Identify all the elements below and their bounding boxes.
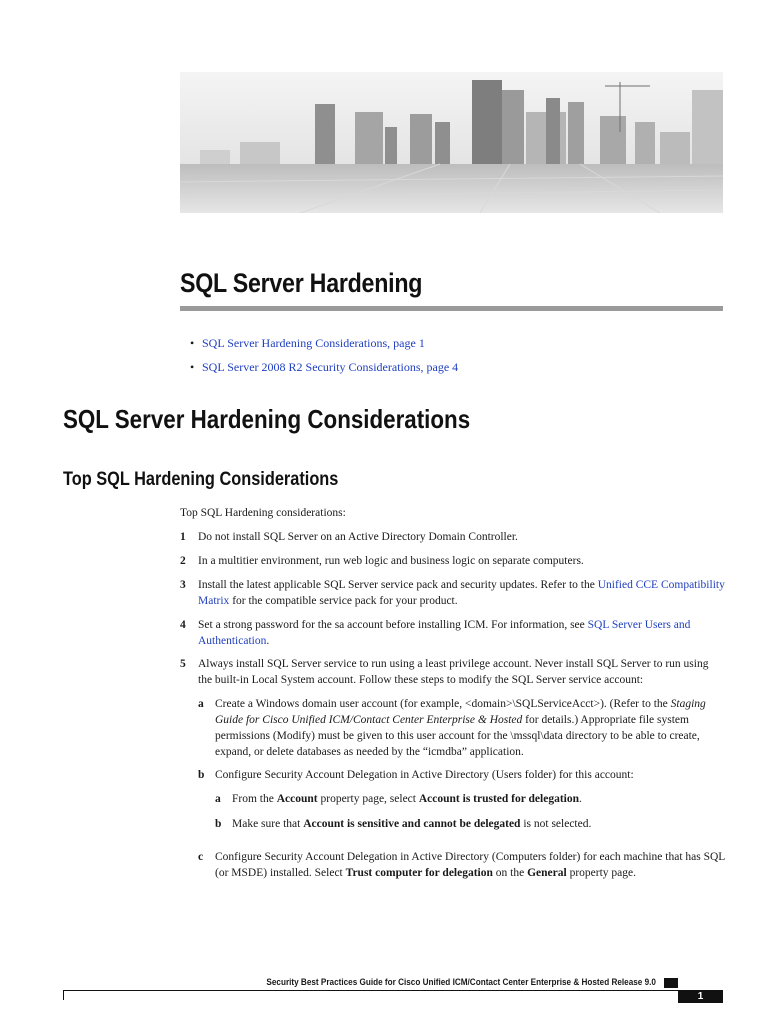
- substep-text: [215, 849, 725, 881]
- substep-text-part: From the: [232, 793, 277, 805]
- substep-text-part: property page.: [566, 867, 636, 879]
- step-text: [198, 577, 725, 609]
- bullet-icon: •: [190, 336, 195, 350]
- substep-text-part: property page, select: [317, 793, 419, 805]
- footer-guide-title: Security Best Practices Guide for Cisco Unified ICM/Contact Center Enterprise & Hosted Release 9.0: [266, 977, 656, 988]
- intro-text: Top SQL Hardening considerations:: [180, 507, 346, 519]
- substep-c: [198, 849, 725, 881]
- subsection-title: Top SQL Hardening Considerations: [63, 469, 339, 490]
- footer-marker: [664, 978, 678, 988]
- step-text-part: for the compatible service pack for your product.: [229, 595, 458, 607]
- substep-text-part: is not selected.: [520, 818, 592, 830]
- step-number: 3: [180, 579, 186, 591]
- substep-text: [215, 696, 725, 760]
- substep-letter: b: [198, 769, 205, 781]
- page-number: 1: [678, 990, 723, 1003]
- sql-users-auth-link[interactable]: SQL Server Users and Authentication: [198, 619, 691, 647]
- general-tab-label: General: [527, 867, 567, 879]
- trusted-delegation-option: Account is trusted for delegation: [418, 793, 579, 805]
- step-4: [180, 617, 725, 649]
- substep-letter: a: [215, 793, 221, 805]
- substep-b: [198, 767, 725, 783]
- substep-b-b: [215, 816, 725, 832]
- step-3: [180, 577, 725, 609]
- staging-guide-title: Staging Guide for Cisco Unified ICM/Contact Center Enterprise & Hosted: [215, 698, 706, 726]
- step-text-part: Install the latest applicable SQL Server service pack and security updates. Refer to the: [198, 579, 598, 591]
- substep-text-part: on the: [492, 867, 528, 879]
- toc-link-hardening[interactable]: SQL Server Hardening Considerations, page 1: [202, 336, 425, 350]
- toc-item: [190, 359, 458, 383]
- toc-link-2008r2[interactable]: SQL Server 2008 R2 Security Considerations, page 4: [202, 360, 459, 374]
- bullet-icon: •: [190, 360, 195, 374]
- substep-letter: a: [198, 698, 204, 710]
- step-5: [180, 656, 725, 688]
- chapter-toc: [190, 335, 458, 383]
- substep-text: [232, 791, 725, 807]
- step-number: 5: [180, 658, 186, 670]
- substep-text-part: .: [579, 793, 582, 805]
- step-text: Always install SQL Server service to run using a least privilege account. Never install SQL Server to run using the built-in Local System account. Follow these steps to modify the SQL Server service account:: [198, 658, 709, 686]
- step-text-part: Set a strong password for the sa account before installing ICM. For information, see: [198, 619, 588, 631]
- substep-letter: c: [198, 851, 204, 863]
- substep-text: Configure Security Account Delegation in Active Directory (Users folder) for this account:: [215, 769, 634, 781]
- step-number: 4: [180, 619, 186, 631]
- substep-letter: b: [215, 818, 222, 830]
- footer-tick: [63, 990, 64, 1000]
- step-text: Do not install SQL Server on an Active Directory Domain Controller.: [198, 531, 518, 543]
- step-number: 2: [180, 555, 186, 567]
- substep-text-part: Create a Windows domain user account (for example, <domain>\SQLServiceAcct>). (Refer to the: [215, 698, 671, 710]
- step-number: 1: [180, 531, 186, 543]
- step-text-part: .: [266, 635, 270, 647]
- trust-computer-option: Trust computer for delegation: [345, 867, 493, 879]
- title-rule: [180, 306, 723, 311]
- substep-a: [198, 696, 725, 760]
- header-city-image: [180, 72, 723, 213]
- substep-text: [232, 816, 725, 832]
- step-text: In a multitier environment, run web logic and business logic on separate computers.: [198, 555, 584, 567]
- substep-b-a: [215, 791, 725, 807]
- sensitive-account-option: Account is sensitive and cannot be delegated: [303, 818, 521, 830]
- step-2: [180, 553, 725, 569]
- footer-rule: [63, 990, 678, 991]
- substep-text-part: Configure Security Account Delegation in Active Directory (Computers folder) for each machine that has SQL (or MSDE) installed. Select: [215, 851, 725, 879]
- account-label: Account: [276, 793, 318, 805]
- step-text: [198, 617, 725, 649]
- section-title: SQL Server Hardening Considerations: [63, 404, 471, 434]
- substep-text-part: Make sure that: [232, 818, 304, 830]
- step-1: [180, 529, 725, 545]
- toc-item: [190, 335, 458, 359]
- chapter-title: SQL Server Hardening: [180, 268, 423, 298]
- compatibility-matrix-link[interactable]: Unified CCE Compatibility Matrix: [198, 579, 725, 607]
- substep-text-part: for details.) Appropriate file system permissions (Modify) must be given to this user account for the \mssql\data directory to be able to create, expand, or delete databases as needed by the “icmdba” application.: [215, 714, 700, 758]
